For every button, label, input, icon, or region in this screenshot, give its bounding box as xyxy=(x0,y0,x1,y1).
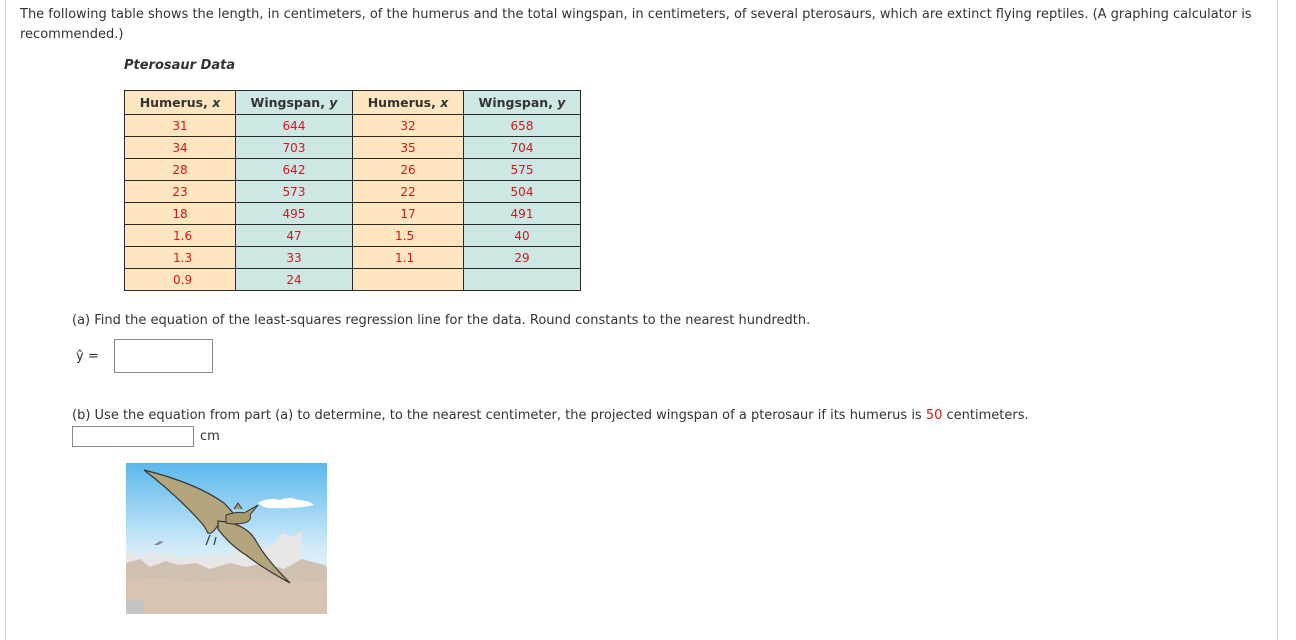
wingspan-cell: 658 xyxy=(464,115,581,137)
wingspan-cell: 491 xyxy=(464,203,581,225)
pterosaur-data-table xyxy=(124,90,581,291)
wingspan-cell: 29 xyxy=(464,247,581,269)
humerus-cell: 1.5 xyxy=(353,225,464,247)
wingspan-cell xyxy=(464,269,581,291)
part-b-question: (b) Use the equation from part (a) to determine, to the nearest centimeter, the projected wingspan of a pterosaur if its humerus is 50 centimeters. xyxy=(72,408,1029,423)
wingspan-cell: 24 xyxy=(236,269,353,291)
header-humerus-2: Humerus, x xyxy=(353,91,464,115)
humerus-cell: 28 xyxy=(125,159,236,181)
humerus-cell: 35 xyxy=(353,137,464,159)
part-a-question: (a) Find the equation of the least-squares regression line for the data. Round constants to the nearest hundredth. xyxy=(72,313,811,328)
wingspan-cell: 575 xyxy=(464,159,581,181)
header-wingspan-1: Wingspan, y xyxy=(236,91,353,115)
intro-text: The following table shows the length, in centimeters, of the humerus and the total wingspan, in centimeters, of several pterosaurs, which are extinct flying reptiles. (A graphing calculator is recommended.) xyxy=(20,7,1252,42)
humerus-cell: 1.1 xyxy=(353,247,464,269)
humerus-cell: 1.6 xyxy=(125,225,236,247)
table-row xyxy=(125,115,581,137)
unit-label: cm xyxy=(200,429,220,444)
table-row xyxy=(125,269,581,291)
wingspan-cell: 703 xyxy=(236,137,353,159)
wingspan-answer-input[interactable] xyxy=(72,426,194,447)
wingspan-cell: 642 xyxy=(236,159,353,181)
wingspan-cell: 644 xyxy=(236,115,353,137)
humerus-cell: 26 xyxy=(353,159,464,181)
table-row xyxy=(125,181,581,203)
pterosaur-illustration-icon xyxy=(126,463,327,614)
humerus-cell: 0.9 xyxy=(125,269,236,291)
header-humerus-1: Humerus, x xyxy=(125,91,236,115)
wingspan-cell: 495 xyxy=(236,203,353,225)
humerus-cell: 23 xyxy=(125,181,236,203)
wingspan-cell: 47 xyxy=(236,225,353,247)
wingspan-cell: 33 xyxy=(236,247,353,269)
table-row xyxy=(125,247,581,269)
table-title: Pterosaur Data xyxy=(124,58,236,73)
table-row xyxy=(125,203,581,225)
table-row xyxy=(125,159,581,181)
header-wingspan-2: Wingspan, y xyxy=(464,91,581,115)
humerus-cell xyxy=(353,269,464,291)
humerus-cell: 31 xyxy=(125,115,236,137)
humerus-cell: 34 xyxy=(125,137,236,159)
table-row xyxy=(125,225,581,247)
regression-equation-input[interactable] xyxy=(114,339,213,373)
table-row xyxy=(125,137,581,159)
humerus-cell: 18 xyxy=(125,203,236,225)
humerus-cell: 1.3 xyxy=(125,247,236,269)
table-header-row xyxy=(125,91,581,115)
wingspan-cell: 504 xyxy=(464,181,581,203)
humerus-cell: 17 xyxy=(353,203,464,225)
humerus-value: 50 xyxy=(925,408,943,423)
humerus-cell: 32 xyxy=(353,115,464,137)
wingspan-cell: 40 xyxy=(464,225,581,247)
humerus-cell: 22 xyxy=(353,181,464,203)
wingspan-cell: 704 xyxy=(464,137,581,159)
wingspan-cell: 573 xyxy=(236,181,353,203)
y-hat-label: ŷ = xyxy=(76,349,99,364)
